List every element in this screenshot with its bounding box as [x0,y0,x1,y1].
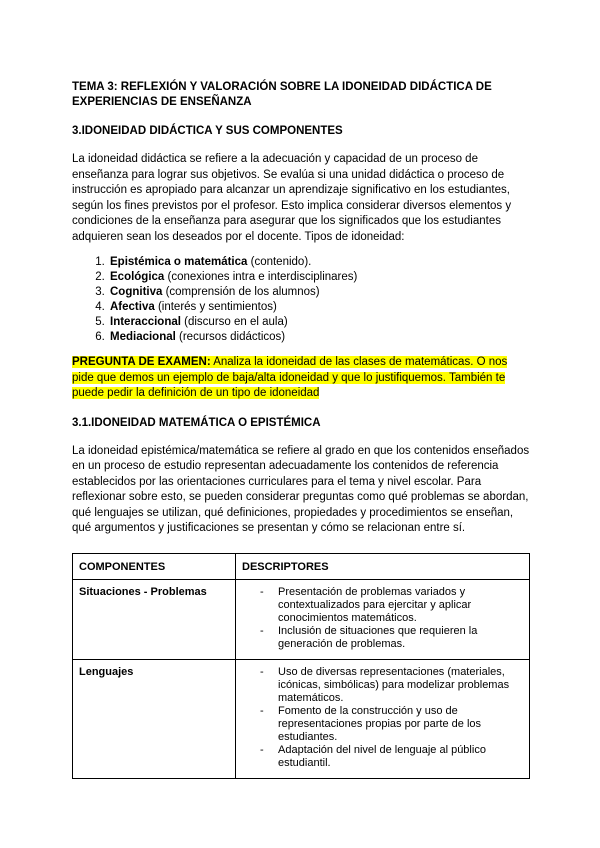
exam-text: Analiza la idoneidad de las clases de matemáticas. O nos pide que demos un ejemplo de baja/alta idoneidad y que lo justifiquemos. También te puede pedir la definición de un tipo de idoneidad [72,356,508,399]
exam-label: PREGUNTA DE EXAMEN: [72,356,211,368]
descriptor-item [242,705,523,744]
descriptor-list [242,586,523,651]
list-item [108,315,530,330]
type-name: Cognitiva [110,286,163,298]
list-item [108,255,530,270]
descriptor-item [242,744,523,770]
header-descriptors: DESCRIPTORES [236,553,530,579]
dash-bullet: - [260,624,264,637]
descriptor-item [242,666,523,705]
subsection-paragraph: La idoneidad epistémica/matemática se refiere al grado en que los contenidos enseñados en un proceso de estudio representan adecuadamente los contenidos de referencia establecidos por las orientaciones curriculares para el tema y nivel escolar. Para reflexionar sobre esto, se pueden considerar preguntas como qué problemas se abordan, qué lenguajes se utilizan, qué definiciones, propiedades y procedimientos se enseñan, qué argumentos y justificaciones se presentan y cómo se relacionan entre sí. [72,444,530,534]
idoneidad-types-list [72,255,530,345]
component-cell: Situaciones - Problemas [73,579,236,659]
header-components: COMPONENTES [73,553,236,579]
dash-bullet: - [260,743,264,756]
descriptor-text: Presentación de problemas variados y contextualizados para ejercitar y aplicar conocimientos matemáticos. [278,585,472,624]
type-name: Epistémica o matemática [110,256,248,268]
descriptor-text: Fomento de la construcción y uso de representaciones propias por parte de los estudiantes. [278,704,482,743]
subsection-heading: 3.1.IDONEIDAD MATEMÁTICA O EPISTÉMICA [72,416,321,429]
table-header-row [73,553,530,579]
type-desc: (recursos didácticos) [175,331,286,343]
component-cell: Lenguajes [73,659,236,778]
type-desc: (discurso en el aula) [180,316,288,328]
type-desc: (contenido). [247,256,312,268]
list-item [108,270,530,285]
dash-bullet: - [260,585,264,598]
list-item [108,285,530,300]
type-desc: (interés y sentimientos) [154,301,277,313]
dash-bullet: - [260,665,264,678]
descriptor-item [242,625,523,651]
descriptors-cell [236,659,530,778]
list-item [108,300,530,315]
table-row [73,659,530,778]
descriptor-list [242,666,523,770]
section-heading: 3.IDONEIDAD DIDÁCTICA Y SUS COMPONENTES [72,125,343,137]
descriptors-cell [236,579,530,659]
exam-note [72,355,530,402]
list-item [108,330,530,345]
page-content [72,80,530,779]
type-name: Mediacional [110,331,176,343]
type-name: Afectiva [110,301,155,313]
descriptor-text: Adaptación del nivel de lenguaje al público estudiantil. [278,743,486,769]
descriptor-item [242,586,523,625]
table-row [73,579,530,659]
components-table [72,553,530,779]
type-name: Interaccional [110,316,181,328]
type-desc: (conexiones intra e interdisciplinares) [164,271,358,283]
document-title: TEMA 3: REFLEXIÓN Y VALORACIÓN SOBRE LA IDONEIDAD DIDÁCTICA DE EXPERIENCIAS DE ENSEÑANZA [72,81,492,108]
type-name: Ecológica [110,271,165,283]
descriptor-text: Inclusión de situaciones que requieren la generación de problemas. [278,624,478,650]
intro-paragraph: La idoneidad didáctica se refiere a la adecuación y capacidad de un proceso de enseñanza para lograr sus objetivos. Se evalúa si una unidad didáctica o proceso de instrucción es apropiado para alcanzar un aprendizaje significativo en los estudiantes, según los fines previstos por el profesor. Esto implica considerar diversos elementos y condiciones de la enseñanza para asegurar que los significados que los estudiantes adquieren sean los deseados por el docente. Tipos de idoneidad: [72,153,512,243]
type-desc: (comprensión de los alumnos) [162,286,320,298]
descriptor-text: Uso de diversas representaciones (materiales, icónicas, simbólicas) para modelizar problemas matemáticos. [278,665,510,704]
dash-bullet: - [260,704,264,717]
